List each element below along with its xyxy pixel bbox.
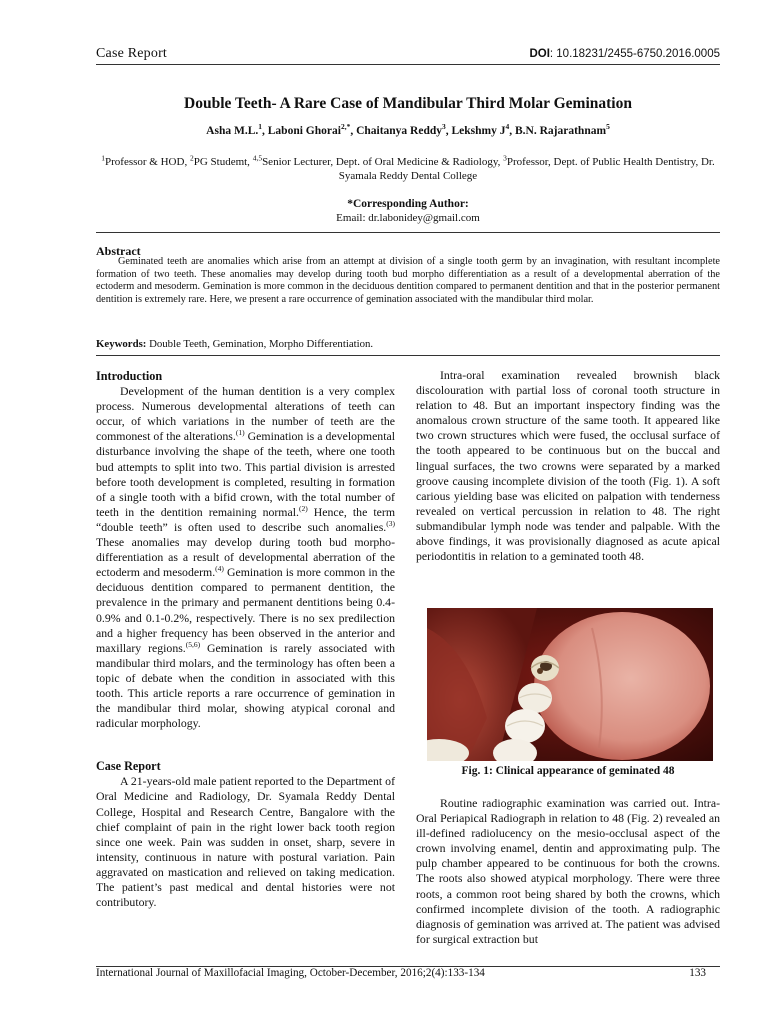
right-column-bottom	[416, 796, 720, 947]
citation-marker: (1)	[235, 428, 245, 438]
corresponding-email: Email: dr.labonidey@gmail.com	[336, 212, 480, 224]
examination-text: Intra-oral examination revealed brownish black discolouration with partial loss of coronal tooth structure in relation to 48. But an important inspectory finding was the anomalous crown structure of the same tooth. It appeared like two crown structures which were fused, the occlusal surface of the tooth appeared to be continuous but on the buccal and lingual surfaces, the two crowns were separated by a marked groove causing incomplete division of the tooth (Fig. 1). A soft carious yielding base was elicited on palpation with tenderness revealed on vertical percussion in relation to 48. The right submandibular lymph node was tender and palpable. With the above findings, it was provisionally diagnosed as acute apical periodontitis in relation to a geminated tooth 48.	[416, 368, 720, 564]
introduction-heading: Introduction	[96, 369, 163, 383]
corresponding-heading: *Corresponding Author:	[347, 198, 469, 210]
case-report-text: A 21-years-old male patient reported to the Department of Oral Medicine and Radiology, Dr. Syamala Reddy Dental College, Hospital and Research Centre, Bangalore with the chief complaint of pain in the right lower back tooth region since one week. Pain was sudden in onset, sharp, severe in intensity, continuous in nature with postural variation. Pain aggravated on mastication and relieved on taking medication. The patient’s past medical and dental histories were not contributory.	[96, 774, 395, 910]
author-name: Laboni Ghorai	[267, 125, 341, 137]
author-affil-marker: 4	[505, 122, 510, 132]
clinical-photo	[427, 608, 713, 761]
doi	[529, 48, 720, 60]
affil-marker: 4,5	[252, 153, 263, 163]
intro-text-segment: Gemination is rarely associated with mandibular third molars, and the terminology has often been a topic of debate when the condition in associated with this tooth. This article reports a rare occurrence of gemination in the mandibular third molar, showing atypical coronal and radicular morphology.	[96, 640, 396, 731]
radiographic-text: Routine radiographic examination was carried out. Intra-Oral Periapical Radiograph in relation to 48 (Fig. 2) revealed an ill-defined radiolucency on the mesio-occlusal aspect of the crown involving enamel, dentin and approximating pulp. The pulp chamber appeared to be continuous for both the crowns. The roots also showed atypical morphology. There were three roots, a common root being shared by both the crowns, which confirmed incomplete division of the tooth. A radiographic diagnosis of gemination was arrived at. The patient was advised for surgical extraction but	[416, 796, 720, 946]
affil-text: PG Studemt,	[193, 156, 253, 168]
keywords-label: Keywords:	[96, 338, 147, 350]
keywords-text: Double Teeth, Gemination, Morpho Differentiation.	[146, 338, 374, 350]
clinical-photo-figure	[427, 608, 713, 761]
citation-marker: (2)	[298, 503, 308, 513]
running-header	[96, 44, 720, 65]
intro-text-segment: Hence, the term “double teeth” is often used to describe such anomalies.	[96, 504, 395, 534]
figure-caption: Fig. 1: Clinical appearance of geminated 48	[461, 765, 675, 777]
introduction-text	[96, 384, 395, 731]
author-affil-marker: 2,*	[340, 122, 351, 132]
citation-marker: (3)	[386, 519, 395, 529]
affil-marker: 2	[189, 153, 194, 163]
citation-marker: (4)	[215, 564, 224, 574]
left-column	[96, 369, 395, 910]
intro-text-segment: Gemination is more common in the deciduous dentition compared to permanent dentition, the prevalence in the primary and permanent dentitions being 0.4-0.9% and 0.1-0.2%, respectively. There is no sex predilection and a higher frequency has been observed in the anterior and maxillary regions.	[96, 565, 395, 655]
affil-text: Professor & HOD,	[105, 156, 190, 168]
keywords	[96, 338, 720, 350]
intro-text-segment: Development of the human dentition is a very complex process. Numerous developmental alterations of teeth can occur, of which variations in the number of teeth are the commonest of the alterations.	[96, 384, 395, 444]
citation-marker: (5,6)	[185, 639, 201, 649]
journal-citation: International Journal of Maxillofacial Imaging, October-December, 2016;2(4):133-134	[96, 967, 485, 979]
doi-value: : 10.18231/2455-6750.2016.0005	[549, 48, 720, 60]
author-name: Lekshmy J	[451, 125, 506, 137]
divider	[96, 355, 720, 356]
author-name: B.N. Rajarathnam	[515, 125, 607, 137]
section-label: Case Report	[96, 46, 168, 61]
author-affil-marker: 5	[606, 122, 610, 132]
case-report-heading: Case Report	[96, 759, 161, 774]
author-affil-marker: 3	[442, 122, 446, 132]
author-list: Asha M.L.$^1$, Laboni Ghorai$^{2,*}$, Chaitanya Reddy$^3$, Lekshmy $J^4$, B.N. Rajarathnam$^5$	[206, 122, 610, 137]
affil-marker: 1	[101, 153, 105, 163]
abstract-heading: Abstract	[96, 244, 141, 258]
intro-text-segment: Gemination is a developmental disturbance involving the shape of the teeth, where one tooth bud attempts to split into two. This partial division is arrested before tooth development is completed, resulting in formation of a single tooth with a bifid crown, with the total number of teeth in the dentition remaining normal.	[96, 429, 396, 519]
affil-marker: 3	[503, 153, 507, 163]
author-name: Chaitanya Reddy	[356, 125, 443, 137]
doi-label: DOI	[529, 48, 550, 60]
divider	[96, 232, 720, 233]
page-number: 133	[689, 967, 706, 979]
article-title: Double Teeth- A Rare Case of Mandibular Third Molar Gemination	[184, 95, 632, 112]
affiliations	[100, 155, 716, 183]
abstract-body	[96, 256, 720, 307]
author-name: Asha M.L.	[206, 125, 259, 137]
abstract-text: Geminated teeth are anomalies which arise from an attempt at division of a single tooth germ by an invagination, with resultant incomplete formation of two teeth. These anomalies may develop during tooth bud morpho differentiation as a result of a developmental aberration of the ectoderm and mesoderm. Gemination is more common in the deciduous dentition compared to permanent dentition and that in the posterior permanent dentition is extremely rare. Here, we present a rare occurrence of gemination associated with the mandibular third molar.	[96, 256, 720, 306]
affil-text: Senior Lecturer, Dept. of Oral Medicine & Radiology,	[262, 156, 504, 168]
affil-text: Professor, Dept. of Public Health Dentistry, Dr. Syamala Reddy Dental College	[338, 156, 715, 182]
intro-text-segment: These anomalies may develop during tooth bud morpho-differentiation as a result of developmental aberration of the ectoderm and mesoderm.	[96, 535, 395, 580]
author-affil-marker: 1	[258, 122, 262, 132]
right-column-top	[416, 368, 720, 564]
